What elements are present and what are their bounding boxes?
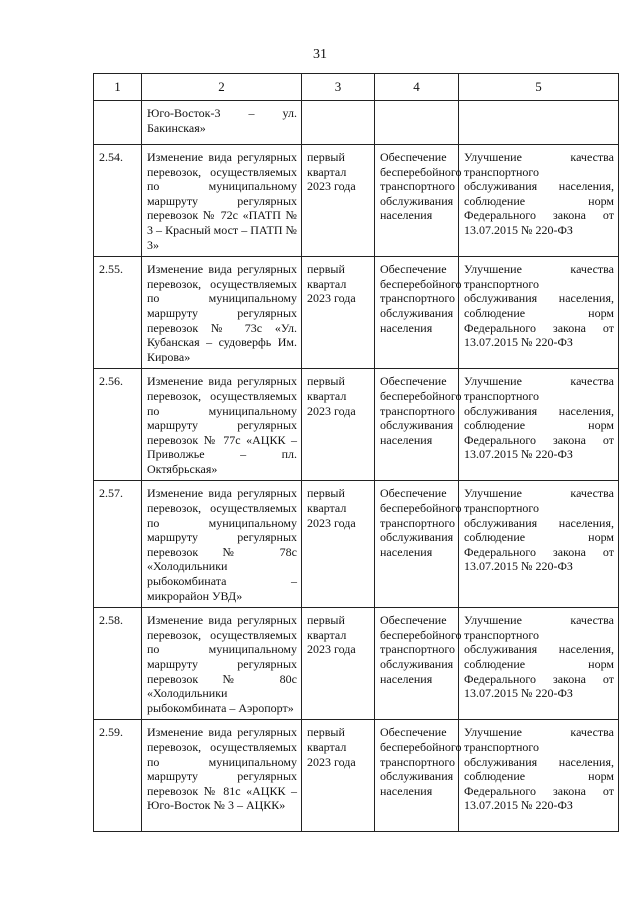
measure-text: Изменение вида регулярных перевозок, осуществляемых по муниципальному маршруту регулярных перевозок № 73с «Ул. Кубанская – судоверфь Им. Кирова» [142, 257, 302, 369]
page-number: 31 [313, 47, 327, 62]
measure-text: Изменение вида регулярных перевозок, осуществляемых по муниципальному маршруту регулярных перевозок № 81с «АЦКК – Юго-Восток № 3 – АЦКК» [142, 720, 302, 832]
result-text: Улучшение качества транспортного обслуживания населения, соблюдение норм Федерального закона от 13.07.2015 № 220-ФЗ [459, 608, 619, 720]
result-text: Улучшение качества транспортного обслуживания населения, соблюдение норм Федерального закона от 13.07.2015 № 220-ФЗ [459, 369, 619, 481]
table-row [94, 720, 619, 832]
measure-text: Юго-Восток-3 – ул. Бакинская» [142, 101, 302, 145]
row-number: 2.58. [94, 608, 142, 720]
table-row [94, 608, 619, 720]
period-text: первый квартал 2023 года [302, 145, 375, 257]
period-text: первый квартал 2023 года [302, 720, 375, 832]
result-text: Улучшение качества транспортного обслуживания населения, соблюдение норм Федерального закона от 13.07.2015 № 220-ФЗ [459, 257, 619, 369]
table-header-row [94, 74, 619, 101]
table-row [94, 481, 619, 608]
row-number [94, 101, 142, 145]
goal-text: Обеспечение бесперебойного транспортного обслуживания населения [375, 608, 459, 720]
measure-text: Изменение вида регулярных перевозок, осуществляемых по муниципальному маршруту регулярных перевозок № 72с «ПАТП № 3 – Красный мост – ПАТП № 3» [142, 145, 302, 257]
row-number: 2.57. [94, 481, 142, 608]
table-row [94, 145, 619, 257]
period-text: первый квартал 2023 года [302, 608, 375, 720]
result-text [459, 101, 619, 145]
period-text: первый квартал 2023 года [302, 481, 375, 608]
goal-text: Обеспечение бесперебойного транспортного обслуживания населения [375, 481, 459, 608]
period-text: первый квартал 2023 года [302, 369, 375, 481]
column-header: 1 [94, 74, 142, 101]
measures-table [93, 73, 619, 832]
goal-text [375, 101, 459, 145]
column-header: 4 [375, 74, 459, 101]
period-text: первый квартал 2023 года [302, 257, 375, 369]
period-text [302, 101, 375, 145]
measure-text: Изменение вида регулярных перевозок, осуществляемых по муниципальному маршруту регулярных перевозок № 80с «Холодильники рыбокомбината – Аэропорт» [142, 608, 302, 720]
result-text: Улучшение качества транспортного обслуживания населения, соблюдение норм Федерального закона от 13.07.2015 № 220-ФЗ [459, 720, 619, 832]
result-text: Улучшение качества транспортного обслуживания населения, соблюдение норм Федерального закона от 13.07.2015 № 220-ФЗ [459, 145, 619, 257]
column-header: 3 [302, 74, 375, 101]
continuation-row [94, 101, 619, 145]
goal-text: Обеспечение бесперебойного транспортного обслуживания населения [375, 257, 459, 369]
table-row [94, 369, 619, 481]
goal-text: Обеспечение бесперебойного транспортного обслуживания населения [375, 720, 459, 832]
goal-text: Обеспечение бесперебойного транспортного обслуживания населения [375, 145, 459, 257]
column-header: 5 [459, 74, 619, 101]
row-number: 2.56. [94, 369, 142, 481]
row-number: 2.59. [94, 720, 142, 832]
row-number: 2.54. [94, 145, 142, 257]
measure-text: Изменение вида регулярных перевозок, осуществляемых по муниципальному маршруту регулярных перевозок № 77с «АЦКК – Приволжье – пл. Октябрьская» [142, 369, 302, 481]
result-text: Улучшение качества транспортного обслуживания населения, соблюдение норм Федерального закона от 13.07.2015 № 220-ФЗ [459, 481, 619, 608]
goal-text: Обеспечение бесперебойного транспортного обслуживания населения [375, 369, 459, 481]
measure-text: Изменение вида регулярных перевозок, осуществляемых по муниципальному маршруту регулярных перевозок № 78с «Холодильники рыбокомбината – микрорайон УВД» [142, 481, 302, 608]
row-number: 2.55. [94, 257, 142, 369]
table-row [94, 257, 619, 369]
column-header: 2 [142, 74, 302, 101]
